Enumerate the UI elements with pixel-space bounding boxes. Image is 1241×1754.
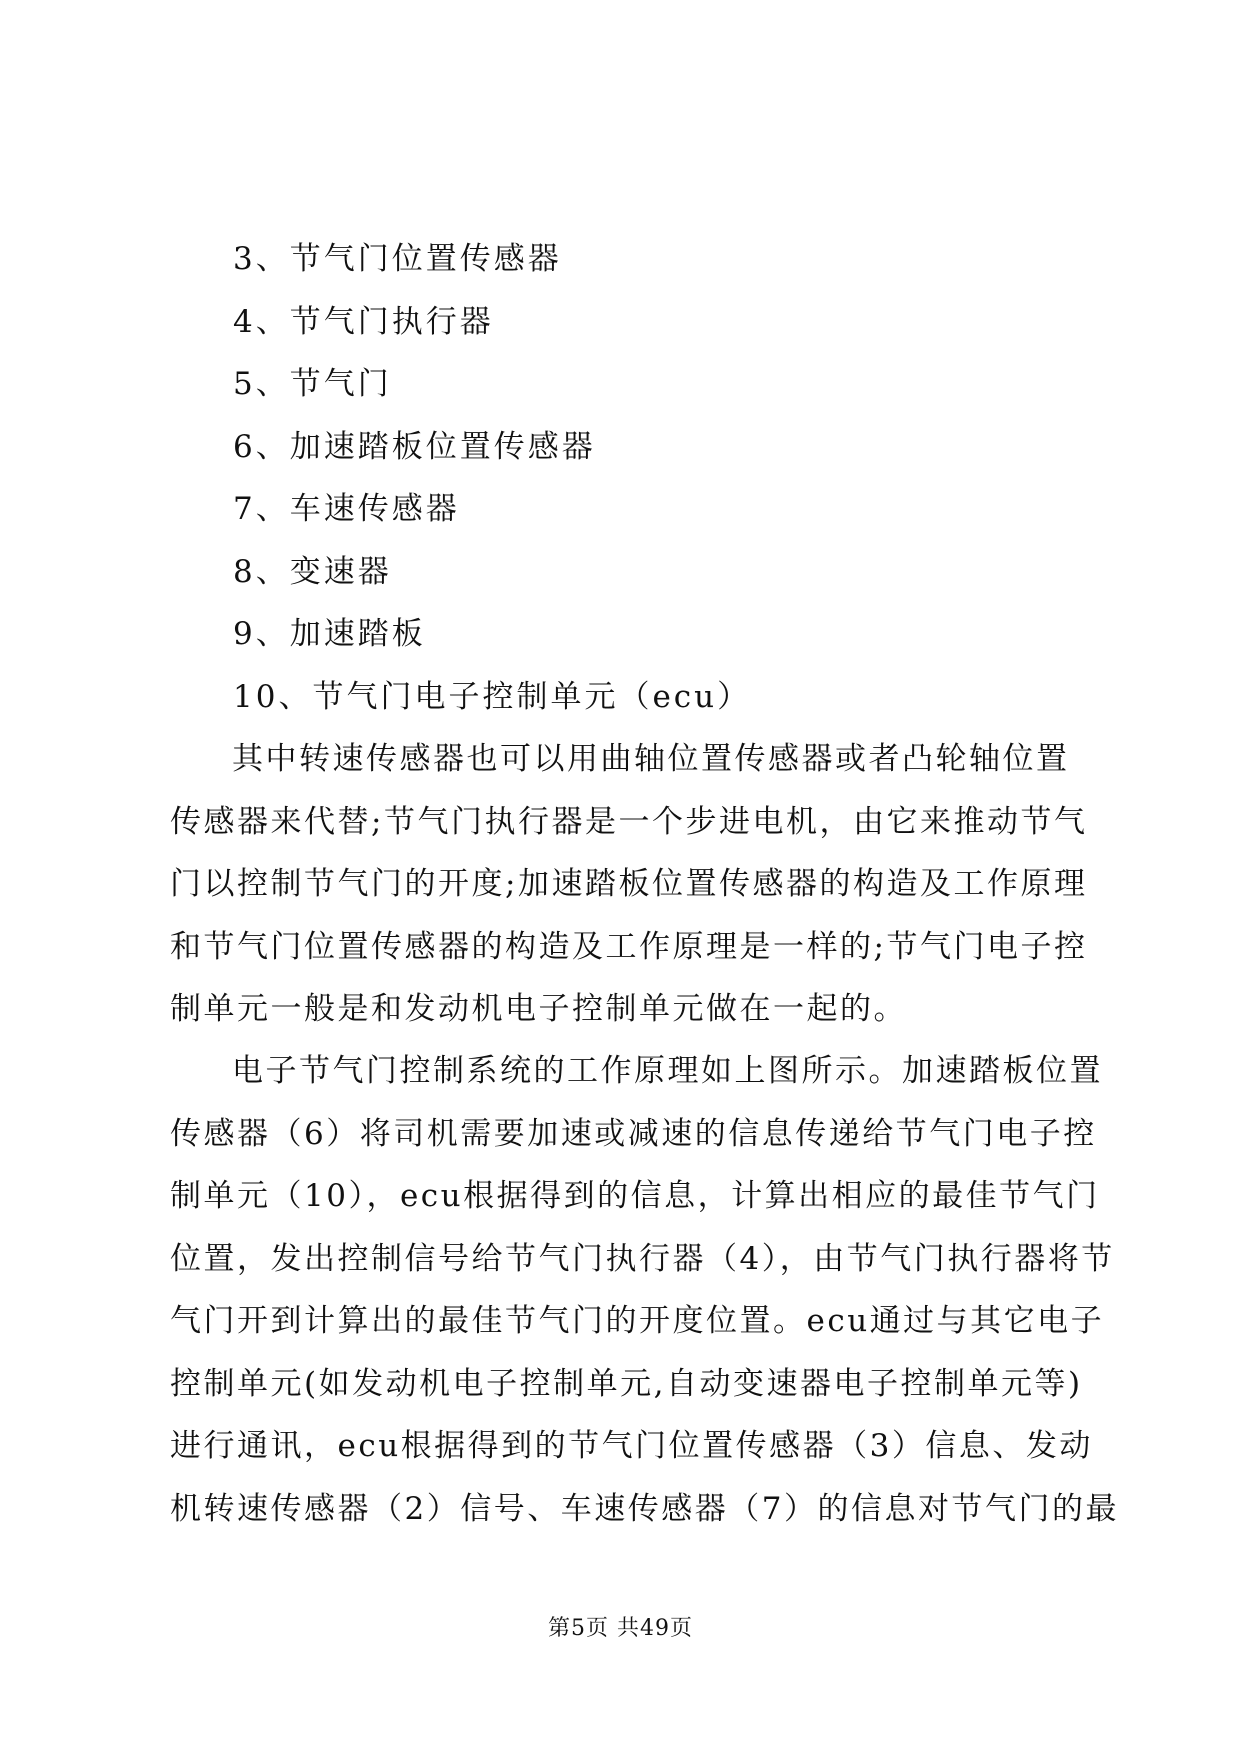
paragraph-line: 其中转速传感器也可以用曲轴位置传感器或者凸轮轴位置 <box>232 741 1070 777</box>
paragraph-line: 控制单元(如发动机电子控制单元,自动变速器电子控制单元等) <box>170 1365 1083 1402</box>
list-item: 4、节气门执行器 <box>233 303 494 340</box>
page-footer: 第5页 共49页 <box>548 1616 693 1641</box>
paragraph-line: 制单元一般是和发动机电子控制单元做在一起的。 <box>170 991 907 1027</box>
paragraph-line: 位置，发出控制信号给节气门执行器（4），由节气门执行器将节 <box>170 1240 1115 1277</box>
paragraph-line: 气门开到计算出的最佳节气门的开度位置。ecu通过与其它电子 <box>170 1303 1105 1339</box>
paragraph-line: 传感器（6）将司机需要加速或减速的信息传递给节气门电子控 <box>170 1115 1097 1152</box>
list-item: 7、车速传感器 <box>233 491 460 527</box>
list-item: 6、加速踏板位置传感器 <box>233 428 596 465</box>
list-item: 10、节气门电子控制单元（ecu） <box>233 678 752 715</box>
paragraph-line: 制单元（10），ecu根据得到的信息，计算出相应的最佳节气门 <box>170 1178 1100 1214</box>
paragraph-line: 进行通讯，ecu根据得到的节气门位置传感器（3）信息、发动 <box>170 1428 1093 1464</box>
list-item: 8、变速器 <box>233 553 392 590</box>
paragraph-line: 和节气门位置传感器的构造及工作原理是一样的;节气门电子控 <box>170 928 1088 965</box>
paragraph-line: 传感器来代替;节气门执行器是一个步进电机，由它来推动节气 <box>170 803 1088 840</box>
component-list <box>233 228 751 728</box>
list-item: 5、节气门 <box>233 366 392 402</box>
paragraph-sensor-notes <box>170 728 1088 1041</box>
list-item: 3、节气门位置传感器 <box>233 241 562 277</box>
paragraph-line: 电子节气门控制系统的工作原理如上图所示。加速踏板位置 <box>232 1053 1103 1089</box>
paragraph-line: 机转速传感器（2）信号、车速传感器（7）的信息对节气门的最 <box>170 1490 1119 1527</box>
paragraph-working-principle <box>170 1040 1119 1540</box>
paragraph-line: 门以控制节气门的开度;加速踏板位置传感器的构造及工作原理 <box>170 866 1088 902</box>
list-item: 9、加速踏板 <box>233 616 426 652</box>
